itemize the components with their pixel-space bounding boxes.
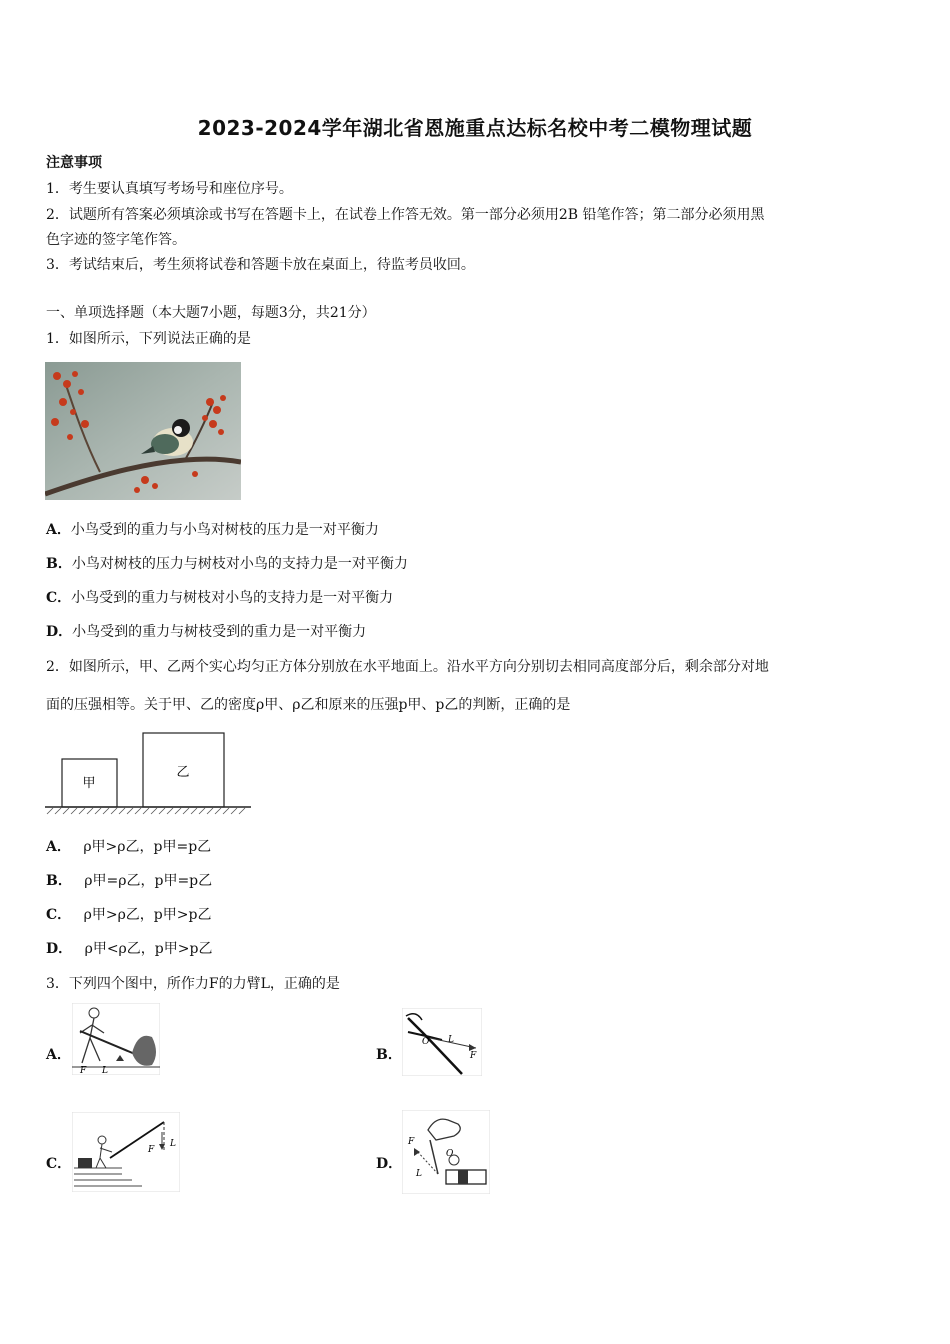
- option-text: 小鸟对树枝的压力与树枝对小鸟的支持力是一对平衡力: [71, 556, 408, 572]
- label-F: F: [408, 1137, 415, 1147]
- option-text: 小鸟受到的重力与小鸟对树枝的压力是一对平衡力: [70, 522, 379, 538]
- option-letter: B．: [46, 556, 72, 572]
- q2-option-c[interactable]: [46, 904, 211, 924]
- q2-option-b[interactable]: [46, 870, 212, 890]
- option-c[interactable]: [46, 587, 393, 607]
- section-heading: 一、单项选择题（本大题7小题，每题3分，共21分）: [46, 305, 376, 321]
- option-letter: C．: [46, 590, 72, 606]
- option-letter: A．: [46, 522, 71, 538]
- notice-heading: 注意事项: [46, 155, 102, 171]
- pliers-figure: [402, 1008, 482, 1076]
- notice-item: 2．试题所有答案必须填涂或书写在答题卡上，在试卷上作答无效。第一部分必须用2B 铅笔作答；第二部分必须用黑: [46, 207, 765, 223]
- q2-option-d[interactable]: [46, 938, 212, 958]
- q3-option-c-letter[interactable]: [46, 1153, 71, 1173]
- option-letter: C．: [46, 907, 72, 923]
- label-L: L: [448, 1035, 454, 1045]
- option-letter: D．: [46, 941, 73, 957]
- option-letter: B．: [46, 873, 72, 889]
- option-letter: A．: [46, 1047, 71, 1063]
- option-b[interactable]: [46, 553, 408, 573]
- option-letter: C．: [46, 1156, 72, 1172]
- question-2-stem-line2: 面的压强相等。关于甲、乙的密度ρ甲、ρ乙和原来的压强p甲、p乙的判断，正确的是: [46, 697, 571, 713]
- option-text: ρ甲=ρ乙，p甲=p乙: [84, 873, 213, 889]
- label-L: L: [170, 1139, 176, 1149]
- option-text: 小鸟受到的重力与树枝受到的重力是一对平衡力: [72, 624, 367, 640]
- label-jia: 甲: [82, 776, 96, 791]
- label-F: F: [148, 1145, 155, 1155]
- question-1-stem: 1．如图所示，下列说法正确的是: [46, 331, 251, 347]
- option-text: ρ甲>ρ乙，p甲>p乙: [83, 907, 212, 923]
- option-letter: A．: [46, 839, 71, 855]
- question-2-stem-line1: 2．如图所示，甲、乙两个实心均匀正方体分别放在水平地面上。沿水平方向分别切去相同高度部分后，剩余部分对地: [46, 659, 769, 675]
- option-text: ρ甲>ρ乙，p甲=p乙: [83, 839, 212, 855]
- label-yi: 乙: [176, 765, 190, 780]
- bird-on-branch-photo: [45, 362, 241, 500]
- q2-option-a[interactable]: [46, 836, 211, 856]
- notice-item: 3．考试结束后，考生须将试卷和答题卡放在桌面上，待监考员收回。: [46, 257, 475, 273]
- option-letter: D．: [46, 624, 73, 640]
- option-text: 小鸟受到的重力与树枝对小鸟的支持力是一对平衡力: [71, 590, 394, 606]
- notice-item: 色字迹的签字笔作答。: [46, 232, 186, 248]
- pedal-lever-figure: [402, 1110, 490, 1194]
- option-d[interactable]: [46, 621, 366, 641]
- fishing-rod-figure: [72, 1112, 180, 1192]
- label-O: O: [446, 1149, 454, 1159]
- option-letter: D．: [376, 1156, 403, 1172]
- label-L: L: [416, 1169, 422, 1179]
- q3-option-b-letter[interactable]: [376, 1044, 402, 1064]
- question-3-stem: 3．下列四个图中，所作力F的力臂L，正确的是: [46, 976, 340, 992]
- cubes-on-ground-figure: [45, 730, 251, 816]
- page-title: 2023-2024学年湖北省恩施重点达标名校中考二模物理试题: [197, 116, 753, 140]
- option-text: ρ甲<ρ乙，p甲>p乙: [84, 941, 213, 957]
- option-letter: B．: [376, 1047, 402, 1063]
- lever-rock-figure: [72, 1003, 160, 1075]
- q3-option-d-letter[interactable]: [376, 1153, 402, 1173]
- label-F: F: [80, 1066, 87, 1075]
- q3-option-a-letter[interactable]: [46, 1044, 71, 1064]
- label-L: L: [102, 1066, 108, 1075]
- notice-item: 1．考生要认真填写考场号和座位序号。: [46, 181, 293, 197]
- option-a[interactable]: [46, 519, 379, 539]
- label-F: F: [470, 1051, 477, 1061]
- label-O: O: [422, 1037, 430, 1047]
